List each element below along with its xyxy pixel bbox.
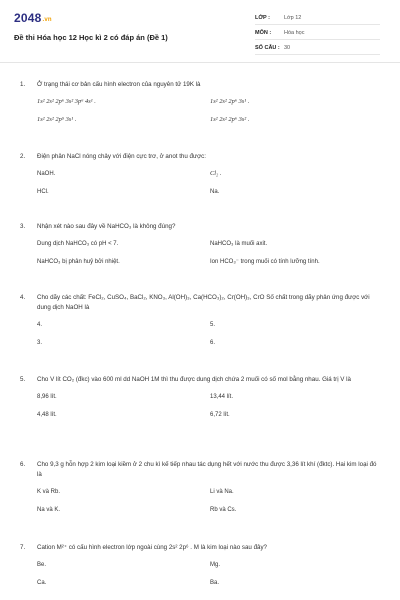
option[interactable]: K và Rb. [37,489,61,495]
option[interactable]: 1s² 2s² 2p⁶ 3s¹ . [210,98,250,105]
option[interactable]: HCl. [37,189,49,195]
question-number: 2. [20,153,26,160]
option[interactable]: 13,44 lít. [210,394,234,400]
question-3 [20,222,382,267]
meta-info [255,12,380,57]
page-title: Đề thi Hóa học 12 Học kì 2 có đáp án (Đề 1) [14,33,168,42]
option[interactable]: 4,48 lít. [37,412,57,418]
option[interactable]: 1s² 2s² 2p⁶ 3s² 3p⁶ 4s¹ . [37,98,96,105]
question-number: 3. [20,223,26,230]
meta-value: 30 [284,45,291,51]
question-7 [20,543,382,588]
option[interactable]: 4. [37,322,43,328]
logo-text: 2048 [14,11,42,25]
question-text: Điện phân NaCl nóng chảy với điện cực trơ, ở anot thu được: [37,153,206,160]
option[interactable]: Ba. [210,580,220,586]
meta-label: SỐ CÂU : [255,45,280,51]
document-header [0,0,400,63]
option[interactable]: Cl₂ . [210,170,222,177]
option[interactable]: Mg. [210,562,221,568]
option[interactable]: 8,96 lít. [37,394,57,400]
options [37,560,382,588]
question-5 [20,375,382,420]
question-number: 4. [20,294,26,301]
option[interactable]: Ion HCO₃⁻ trong muối có tính lưỡng tính. [210,259,320,265]
question-4 [20,293,382,348]
options [37,320,382,348]
meta-row-count [255,42,380,55]
meta-value: Hóa học [284,30,305,36]
meta-label: MÔN : [255,30,272,36]
option[interactable]: Ca. [37,580,47,586]
question-1 [20,80,382,125]
option[interactable]: NaOH. [37,171,56,177]
option[interactable]: 1s² 2s² 2p⁵ 3s¹ . [37,116,77,123]
question-text: Cation M²⁺ có cấu hình electron lớp ngoài cùng 2s² 2p⁶ . M là kim loại nào sau đây? [37,544,267,551]
meta-value: Lớp 12 [284,15,302,21]
question-number: 5. [20,376,26,383]
question-number: 7. [20,544,26,551]
option[interactable]: Na và K. [37,507,61,513]
option[interactable]: Dung dịch NaHCO₃ có pH < 7. [37,241,119,247]
option[interactable]: 6. [210,340,216,346]
meta-row-subject [255,27,380,40]
options [37,239,382,267]
options [37,487,382,515]
question-text: Nhận xét nào sau đây về NaHCO₃ là không đúng? [37,223,176,230]
meta-row-class [255,12,380,25]
options [37,392,382,420]
question-text: Ở trạng thái cơ bản cấu hình electron của nguyên tử 19K là [37,81,201,88]
site-logo[interactable] [14,11,52,25]
question-2 [20,152,382,197]
option[interactable]: Na. [210,189,220,195]
question-text: Cho 9,3 g hỗn hợp 2 kim loại kiềm ở 2 chu kì kế tiếp nhau tác dụng hết với nước thu được 3,36 lít khí (đktc). Hai kim loại đó là [37,461,377,478]
option[interactable]: Li và Na. [210,489,234,495]
question-text: Cho dãy các chất: FeCl₂, CuSO₄, BaCl₂, KNO₃, Al(OH)₃, Ca(HCO₃)₂, Cr(OH)₃, CrO Số chất trong dãy phản ứng được với dung dịch NaOH là [37,294,370,311]
option[interactable]: 1s² 2s² 2p⁶ 3s² . [210,116,250,123]
question-text: Cho V lít CO₂ (đkc) vào 600 ml dd NaOH 1M thì thu được dung dịch chứa 2 muối có số mol bằng nhau. Giá trị V là [37,376,351,383]
logo-suffix: .vn [42,17,52,23]
option[interactable]: NaHCO₃ bị phân huỷ bởi nhiệt. [37,259,120,265]
option[interactable]: NaHCO₃ là muối axit. [210,241,268,247]
question-number: 1. [20,81,26,88]
options [37,97,382,125]
meta-label: LỚP : [255,15,270,21]
option[interactable]: 5. [210,322,216,328]
option[interactable]: 3. [37,340,43,346]
option[interactable]: Rb và Cs. [210,507,237,513]
option[interactable]: 6,72 lít. [210,412,230,418]
question-6 [20,460,382,515]
question-number: 6. [20,461,26,468]
options [37,169,382,197]
option[interactable]: Be. [37,562,47,568]
